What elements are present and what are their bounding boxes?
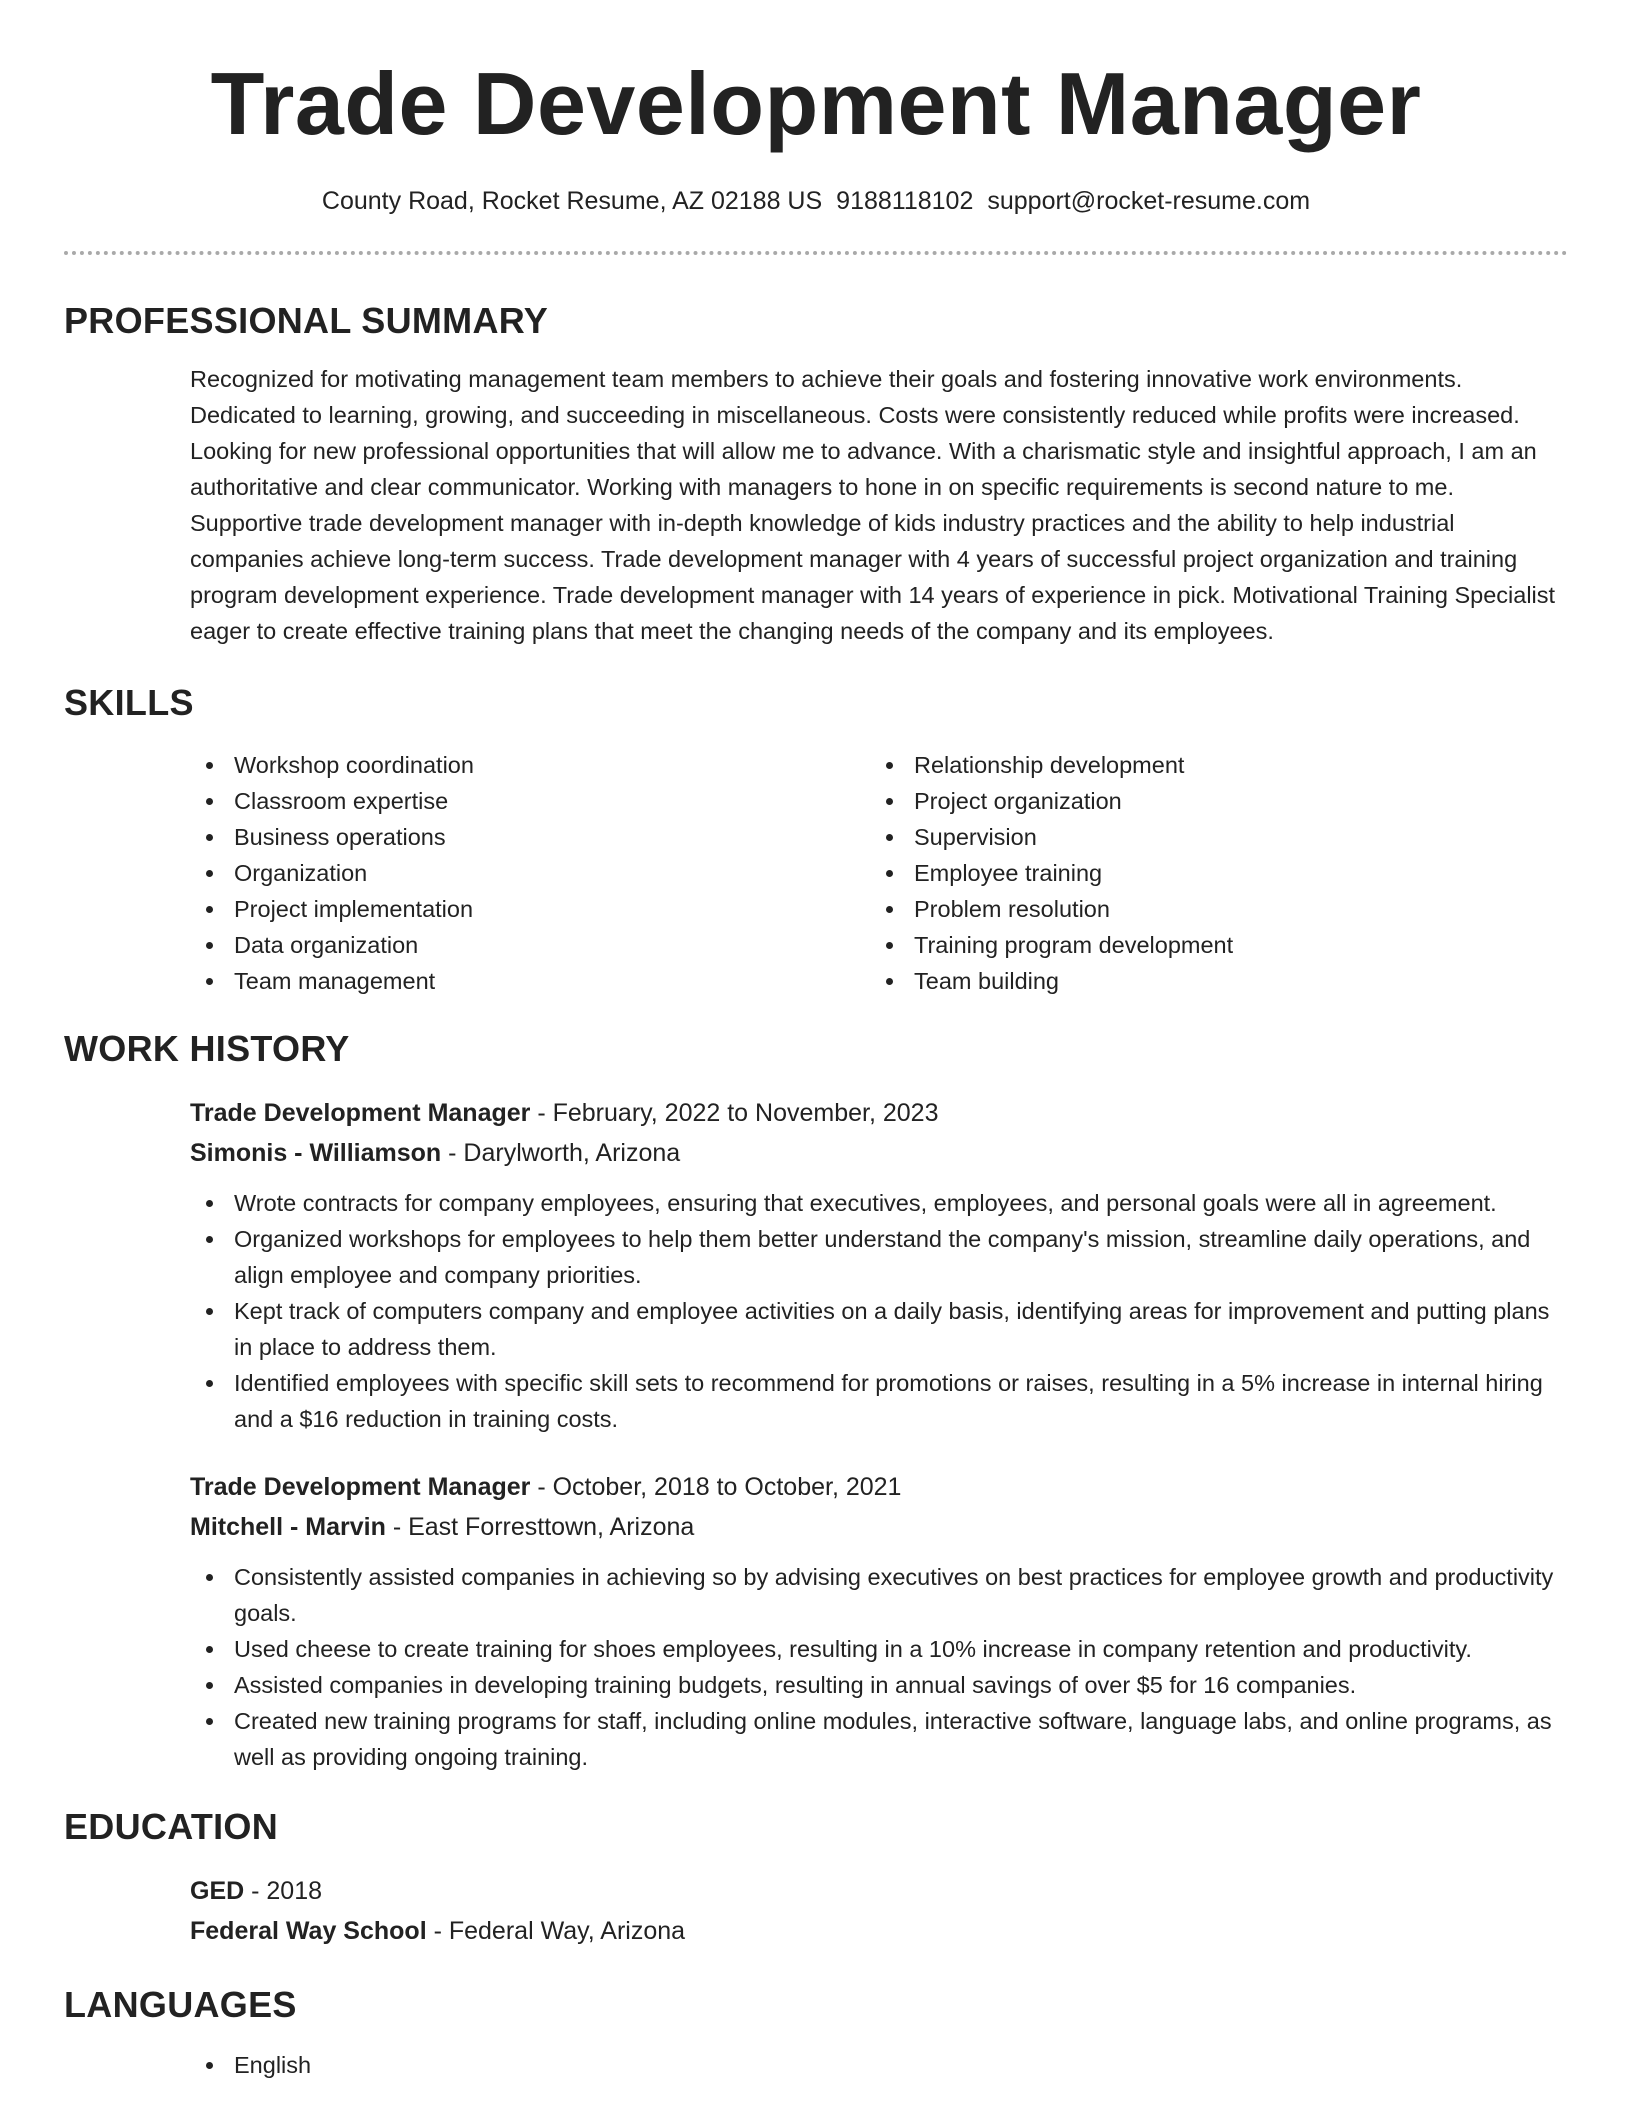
work-history-heading: WORK HISTORY bbox=[64, 1028, 350, 1069]
education-entry bbox=[190, 1871, 1568, 1951]
job-company: Mitchell - Marvin bbox=[190, 1513, 386, 1541]
skill-item: Relationship development bbox=[870, 747, 1550, 783]
skill-item: Training program development bbox=[870, 927, 1550, 963]
job-bullet: Identified employees with specific skill sets to recommend for promotions or raises, resulting in a 5% increase in internal hiring and a $16 reduction in training costs. bbox=[190, 1365, 1568, 1437]
job-bullet: Consistently assisted companies in achieving so by advising executives on best practices for employee growth and productivity goals. bbox=[190, 1559, 1568, 1631]
job-entry bbox=[190, 1093, 1568, 1437]
skill-item: Data organization bbox=[190, 927, 870, 963]
education-degree-line bbox=[190, 1871, 1568, 1911]
job-company-line bbox=[190, 1133, 1568, 1173]
resume-page bbox=[64, 0, 1568, 2083]
education-school-line bbox=[190, 1911, 1568, 1951]
languages-list bbox=[190, 2047, 1568, 2083]
skill-item: Team building bbox=[870, 963, 1550, 999]
job-company-line bbox=[190, 1507, 1568, 1547]
contact-email: support@rocket-resume.com bbox=[987, 187, 1311, 215]
contact-line bbox=[64, 184, 1568, 218]
job-bullet: Wrote contracts for company employees, ensuring that executives, employees, and personal goals were all in agreement. bbox=[190, 1185, 1568, 1221]
job-bullet: Used cheese to create training for shoes employees, resulting in a 10% increase in company retention and productivity. bbox=[190, 1631, 1568, 1667]
job-bullet: Kept track of computers company and employee activities on a daily basis, identifying areas for improvement and putting plans in place to address them. bbox=[190, 1293, 1568, 1365]
job-role: Trade Development Manager bbox=[190, 1473, 531, 1501]
job-bullets bbox=[190, 1559, 1568, 1775]
job-entry bbox=[190, 1467, 1568, 1775]
education-school: Federal Way School bbox=[190, 1917, 427, 1945]
job-title-line bbox=[190, 1467, 1568, 1507]
contact-address: County Road, Rocket Resume, AZ 02188 US bbox=[321, 187, 823, 215]
skill-item: Workshop coordination bbox=[190, 747, 870, 783]
job-location: - East Forresttown, Arizona bbox=[385, 1513, 695, 1541]
summary-heading: PROFESSIONAL SUMMARY bbox=[64, 300, 549, 341]
skills-heading: SKILLS bbox=[64, 682, 194, 723]
language-item: English bbox=[190, 2047, 1568, 2083]
job-location: - Darylworth, Arizona bbox=[441, 1139, 681, 1167]
skills-column-right bbox=[870, 747, 1550, 999]
job-bullet: Created new training programs for staff, including online modules, interactive software, language labs, and online programs, as well as providing ongoing training. bbox=[190, 1703, 1568, 1775]
job-role: Trade Development Manager bbox=[190, 1099, 531, 1127]
contact-phone: 9188118102 bbox=[836, 187, 974, 215]
education-degree: GED bbox=[190, 1877, 245, 1905]
skills-list bbox=[190, 747, 1568, 999]
job-company: Simonis - Williamson bbox=[190, 1139, 442, 1167]
header-divider bbox=[64, 251, 1568, 255]
skill-item: Supervision bbox=[870, 819, 1550, 855]
skill-item: Problem resolution bbox=[870, 891, 1550, 927]
resume-name: Trade Development Manager bbox=[210, 54, 1422, 153]
languages-heading: LANGUAGES bbox=[64, 1984, 297, 2025]
education-year: - 2018 bbox=[244, 1877, 323, 1905]
skill-item: Business operations bbox=[190, 819, 870, 855]
education-heading: EDUCATION bbox=[64, 1806, 279, 1847]
summary-text: Recognized for motivating management team members to achieve their goals and fostering innovative work environments. Dedicated to learning, growing, and succeeding in miscellaneous. Costs were consistently reduced while profits were increased. Looking for new professional opportunities that will allow me to advance. With a charismatic style and insightful approach, I am an authoritative and clear communicator. Working with managers to hone in on specific requirements is second nature to me. Supportive trade development manager with in-depth knowledge of kids industry practices and the ability to help industrial companies achieve long-term success. Trade development manager with 4 years of successful project organization and training program development experience. Trade development manager with 14 years of experience in pick. Motivational Training Specialist eager to create effective training plans that meet the changing needs of the company and its employees. bbox=[190, 366, 1556, 644]
job-bullet: Assisted companies in developing training budgets, resulting in annual savings of over $5 for 16 companies. bbox=[190, 1667, 1568, 1703]
job-dates: - February, 2022 to November, 2023 bbox=[530, 1099, 939, 1127]
job-title-line bbox=[190, 1093, 1568, 1133]
skill-item: Project implementation bbox=[190, 891, 870, 927]
skill-item: Project organization bbox=[870, 783, 1550, 819]
education-location: - Federal Way, Arizona bbox=[426, 1917, 686, 1945]
job-bullet: Organized workshops for employees to help them better understand the company's mission, streamline daily operations, and align employee and company priorities. bbox=[190, 1221, 1568, 1293]
skill-item: Classroom expertise bbox=[190, 783, 870, 819]
skill-item: Employee training bbox=[870, 855, 1550, 891]
job-dates: - October, 2018 to October, 2021 bbox=[530, 1473, 902, 1501]
skills-column-left bbox=[190, 747, 870, 999]
skill-item: Team management bbox=[190, 963, 870, 999]
job-bullets bbox=[190, 1185, 1568, 1437]
skill-item: Organization bbox=[190, 855, 870, 891]
